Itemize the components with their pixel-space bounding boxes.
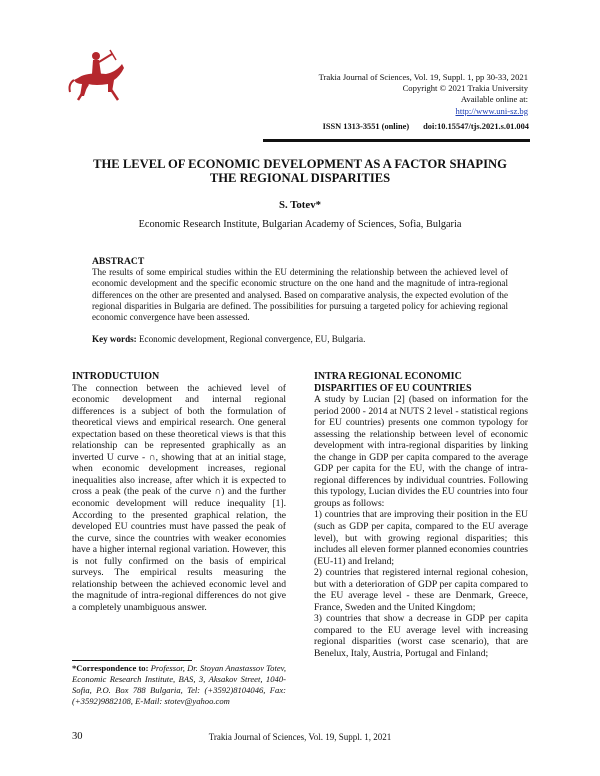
title-line-1: THE LEVEL OF ECONOMIC DEVELOPMENT AS A FACTOR SHAPING: [93, 157, 507, 171]
page-number: 30: [72, 731, 83, 742]
section-heading: [314, 371, 528, 394]
keywords: [92, 334, 508, 344]
issn-doi-line: [323, 122, 529, 131]
doi: doi:10.15547/tjs.2021.s.01.004: [423, 122, 529, 131]
abstract-heading: ABSTRACT: [92, 256, 145, 267]
correspondence-footnote: [72, 663, 286, 707]
journal-citation: Trakia Journal of Sciences, Vol. 19, Suppl. 1, pp 30-33, 2021: [318, 72, 528, 82]
list-item-3: 3) countries that show a decrease in GDP per capita compared to the EU average level with increasing regional disparities (worst case scenario), that are Benelux, Italy, Austria, Portugal and Finland;: [314, 613, 528, 660]
introduction-heading: INTRODUCTUION: [72, 371, 160, 382]
introduction-text: The connection between the achieved level of economic development and internal regional differences is a subject of both the formulation of theoretical views and empirical research. One general expectation based on these theoretical views is that this relationship can be represented graphically as an inverted U curve - ∩, showing that at an initial stage, when economic development increases, regional inequalities also increase, after which it is expected to cross a peak (the peak of the curve ∩) and the further economic development will reduce inequality [1]. According to the presented graphical relation, the developed EU countries must have passed the peak of the curve, since the countries with weaker economies have a higher internal regional variation. However, this is not fully confirmed on the basis of empirical surveys. The empirical results measuring the relationship between the achieved economic level and the magnitude of intra-regional differences do not give a completely unambiguous answer.: [72, 382, 286, 613]
section-heading-line-2: DISPARITIES OF EU COUNTRIES: [314, 382, 472, 394]
author: S. Totev*: [278, 199, 321, 211]
section-heading-line-1: INTRA REGIONAL ECONOMIC: [314, 371, 462, 382]
paragraph-1: A study by Lucian [2] (based on information for the period 2000 - 2014 at NUTS 2 level - statistical regions for EU countries) presents one common typology for assessing the relationship between level of economic development with intra-regional disparities by linking the change in GDP per capita compared to the average GDP per capita for the EU, with the change of intra-regional differences by individual countries. Following this typology, Lucian divides the EU countries into four groups as follows:: [314, 394, 528, 509]
trakia-university-logo: [66, 44, 130, 124]
footnote-label: *Correspondence to:: [72, 663, 149, 673]
footnote-text: Professor, Dr. Stoyan Anastassov Totev, Economic Research Institute, BAS, 3, Aksakov Street, 1040-Sofia, P.O. Box 788 Bulgaria, Tel: (+3592)8104046, Fax: (+3592)9882108, E-Mail: stotev@yahoo.com: [72, 663, 286, 706]
keywords-label: Key words:: [92, 334, 137, 344]
right-column: [314, 371, 528, 660]
copyright: Copyright © 2021 Trakia University: [402, 83, 528, 94]
title-line-2: THE REGIONAL DISPARITIES: [209, 171, 391, 186]
running-footer: Trakia Journal of Sciences, Vol. 19, Suppl. 1, 2021: [208, 732, 392, 742]
footnote-rule: [72, 660, 192, 661]
keywords-text: Economic development, Regional convergence, EU, Bulgaria.: [139, 334, 366, 344]
left-column: [72, 371, 286, 613]
journal-info: [319, 72, 528, 117]
journal-url-link[interactable]: http://www.uni-sz.bg: [455, 105, 528, 116]
affiliation: Economic Research Institute, Bulgarian Academy of Sciences, Sofia, Bulgaria: [138, 219, 462, 230]
available-online: Available online at:: [460, 94, 528, 105]
header-rule: [263, 139, 530, 142]
issn: ISSN 1313-3551 (online): [322, 122, 410, 131]
list-item-1: 1) countries that are improving their position in the EU (such as GDP per capita, compared to the EU average level), but with growing regional disparities; this includes all eleven former planned economies countries (EU-11) and Ireland;: [314, 509, 528, 567]
abstract-text: The results of some empirical studies within the EU determining the relationship between the achieved level of economic development and the specific economic structure on the one hand and the magnitude of intra-regional differences on the other are presented and analysed. Based on comparative analysis, the expected evolution of the regional disparities in Bulgaria are defined. The possibilities for pursuing a targeted policy for achieving regional economic convergence have been assessed.: [92, 267, 508, 323]
list-item-2: 2) countries that registered internal regional cohesion, but with a deterioration of GDP per capita compared to the EU average level - these are Denmark, Greece, France, Sweden and the United Kingdom;: [314, 567, 528, 613]
article-title: [72, 157, 528, 186]
